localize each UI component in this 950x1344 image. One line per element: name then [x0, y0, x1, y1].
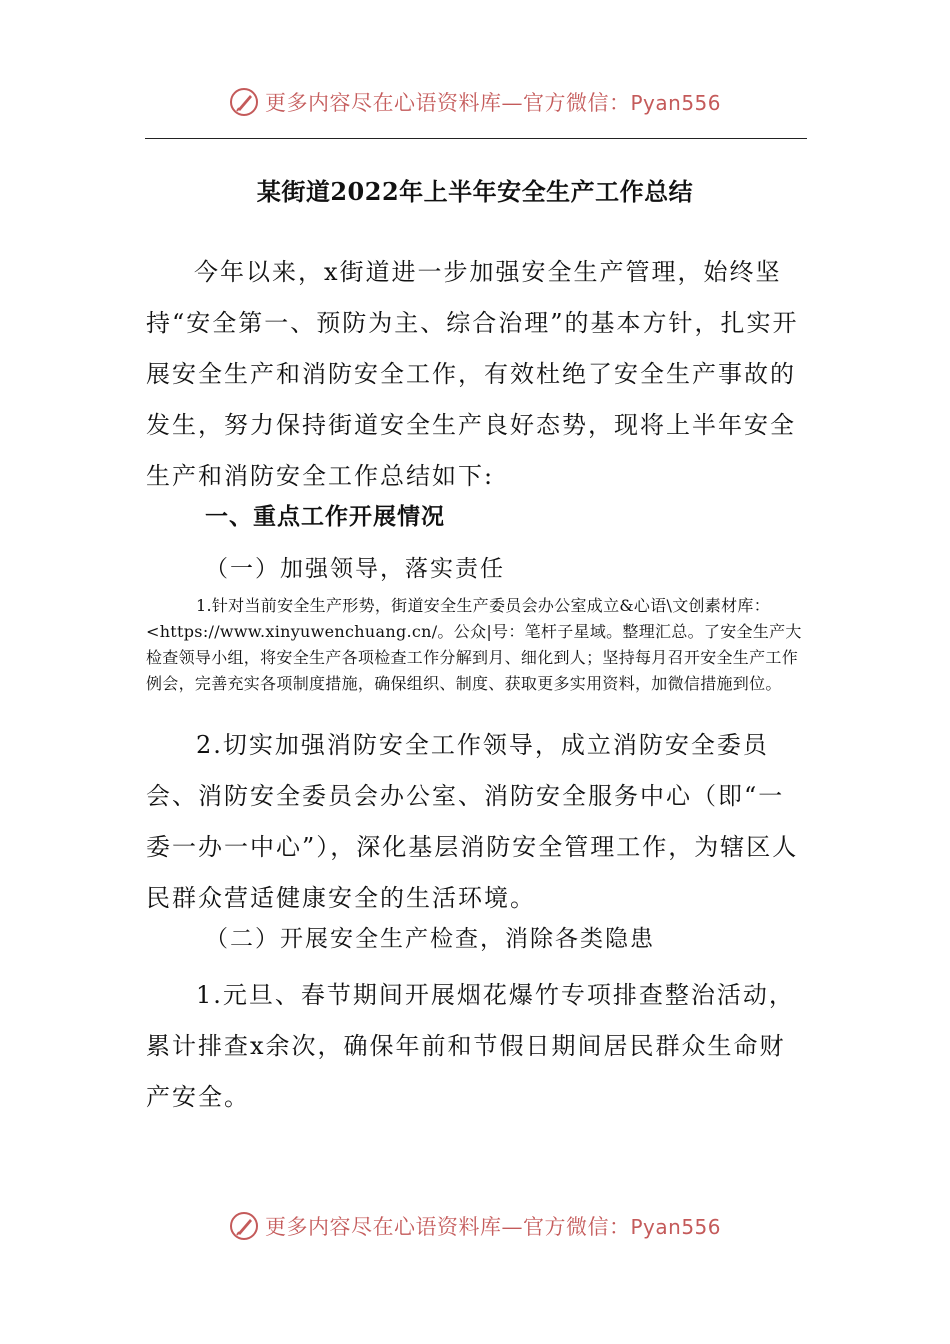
item-3-paragraph: 1.元旦、春节期间开展烟花爆竹专项排查整治活动，累计排查x余次，确保年前和节假日期间居民群众生命财产安全。 — [146, 981, 795, 1111]
subsection-heading-2: （二）开展安全生产检查，消除各类隐患 — [205, 926, 655, 952]
item-1-paragraph: 1.针对当前安全生产形势，街道安全生产委员会办公室成立&心语\文创素材库：<https://www.xinyuwenchuang.cn/。公众|号：笔杆子星域。整理汇总。了安全生产大检查领导小组，将安全生产各项检查工作分解到月、细化到人；坚持每月召开安全生产工作例会，完善充实各项制度措施，确保组织、制度、获取更多实用资料，加微信措施到位。 — [146, 596, 802, 693]
intro-paragraph: 今年以来，x街道进一步加强安全生产管理，始终坚持“安全第一、预防为主、综合治理”的基本方针，扎实开展安全生产和消防安全工作，有效杜绝了安全生产事故的发生，努力保持街道安全生产良好态势，现将上半年安全生产和消防安全工作总结如下: — [146, 258, 799, 490]
banner-text: 更多内容尽在心语资料库—官方微信：Pyan556 — [264, 91, 721, 115]
section-heading-1: 一、重点工作开展情况 — [205, 504, 445, 530]
header-banner — [0, 82, 950, 122]
item-2-paragraph: 2.切实加强消防安全工作领导，成立消防安全委员会、消防安全委员会办公室、消防安全服务中心（即“一委一办一中心”），深化基层消防安全管理工作，为辖区人民群众营适健康安全的生活环境。 — [146, 731, 799, 912]
footer-banner — [0, 1206, 950, 1246]
quill-logo-icon — [229, 1211, 259, 1241]
header-divider — [145, 138, 807, 139]
quill-logo-icon — [229, 87, 259, 117]
document-title: 某街道2022年上半年安全生产工作总结 — [256, 177, 694, 206]
banner-text: 更多内容尽在心语资料库—官方微信：Pyan556 — [264, 1215, 721, 1239]
subsection-heading-1: （一）加强领导，落实责任 — [205, 556, 505, 582]
